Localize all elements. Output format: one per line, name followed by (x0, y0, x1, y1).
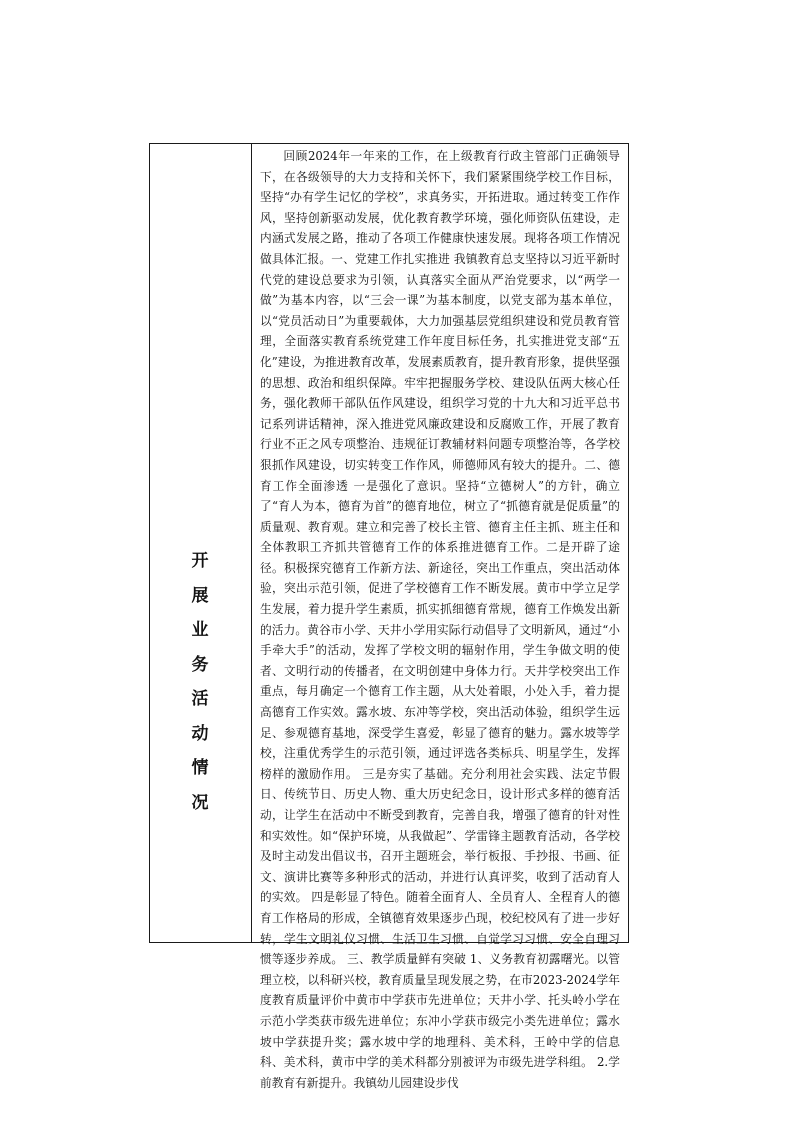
section-title-char: 业 (191, 620, 209, 640)
section-title-char: 情 (191, 758, 209, 778)
section-title-char: 展 (191, 585, 209, 606)
report-content-cell (252, 144, 628, 1090)
section-title-char: 务 (191, 654, 209, 675)
report-body-text: 回顾2024年一年来的工作，在上级教育行政主管部门正确领导下，在各级领导的大力支持和关怀下，我们紧紧围绕学校工作目标，坚持“办有学生记忆的学校”，求真务实，开拓进取。通过转变工作作风，坚持创新驱动发展，优化教育教学环境，强化师资队伍建设，走内涵式发展之路，推动了各项工作健康快速发展。现将各项工作情况做具体汇报。一、党建工作扎实推进 我镇教育总支坚持以习近平新时代党的建设总要求为引领，认真落实全面从严治党要求，以“两学一做”为基本内容，以“三会一课”为基本制度，以党支部为基本单位，以“党员活动日”为重要载体，大力加强基层党组织建设和党员教育管理，全面落实教育系统党建工作年度目标任务，扎实推进党支部“五化”建设，为推进教育改革，发展素质教育，提升教育形象，提供坚强的思想、政治和组织保障。牢牢把握服务学校、建设队伍两大核心任务，强化教师干部队伍作风建设，组织学习党的十九大和习近平总书记系列讲话精神，深入推进党风廉政建设和反腐败工作，开展了教育行业不正之风专项整治、违规征订教辅材料问题专项整治等，各学校狠抓作风建设，切实转变工作作风，师德师风有较大的提升。二、德育工作全面渗透 一是强化了意识。坚持“立德树人”的方针，确立了“育人为本，德育为首”的德育地位，树立了“抓德育就是促质量”的质量观、教育观。建立和完善了校长主管、德育主任主抓、班主任和全体教职工齐抓共管德育工作的体系推进德育工作。二是开辟了途径。积极探究德育工作新方法、新途径，突出工作重点，突出活动体验，突出示范引领，促进了学校德育工作不断发展。黄市中学立足学生发展，着力提升学生素质，抓实抓细德育常规，德育工作焕发出新的活力。黄谷市小学、天井小学用实际行动倡导了文明新风，通过“小手牵大手”的活动，发挥了学校文明的辐射作用，学生争做文明的使者、文明行动的传播者，在文明创建中身体力行。天井学校突出工作重点，每月确定一个德育工作主题，从大处着眼，小处入手，着力提高德育工作实效。露水坡、东冲等学校，突出活动体验，组织学生远足、参观德育基地，深受学生喜爱，彰显了德育的魅力。露水坡等学校，注重优秀学生的示范引领，通过评选各类标兵、明星学生，发挥榜样的激励作用。 三是夯实了基础。充分利用社会实践、法定节假日、传统节日、历史人物、重大历史纪念日，设计形式多样的德育活动，让学生在活动中不断受到教育，完善自我，增强了德育的针对性和实效性。如“保护环境，从我做起”、学雷锋主题教育活动，各学校及时主动发出倡议书，召开主题班会，举行板报、手抄报、书画、征文、演讲比赛等多种形式的活动，并进行认真评奖，收到了活动育人的实效。 四是彰显了特色。随着全面育人、全员育人、全程育人的德育工作格局的形成，全镇德育效果逐步凸现，校纪校风有了进一步好转，学生文明礼仪习惯、生活卫生习惯、自觉学习习惯、安全自理习惯等逐步养成。 三、教学质量鲜有突破 1、义务教育初露曙光。以管理立校，以科研兴校，教育质量呈现发展之势，在市2023-2024学年度教育质量评价中黄市中学获市先进单位；天井小学、托头岭小学在示范小学类获市级先进单位；东冲小学获市级完小类先进单位；露水坡中学获提升奖；露水坡中学的地理科、美术科，王岭中学的信息科、美术科，黄市中学的美术科都分别被评为市级先进学科组。 2.学前教育有新提升。我镇幼儿园建设步伐 (260, 149, 620, 1090)
section-title-char: 活 (191, 689, 209, 709)
section-title-char: 开 (191, 551, 209, 571)
section-title-vertical (187, 544, 213, 820)
section-label-cell (150, 144, 252, 942)
section-title-char: 动 (191, 723, 209, 744)
section-title-char: 况 (191, 792, 209, 813)
report-form-table (149, 143, 629, 1090)
